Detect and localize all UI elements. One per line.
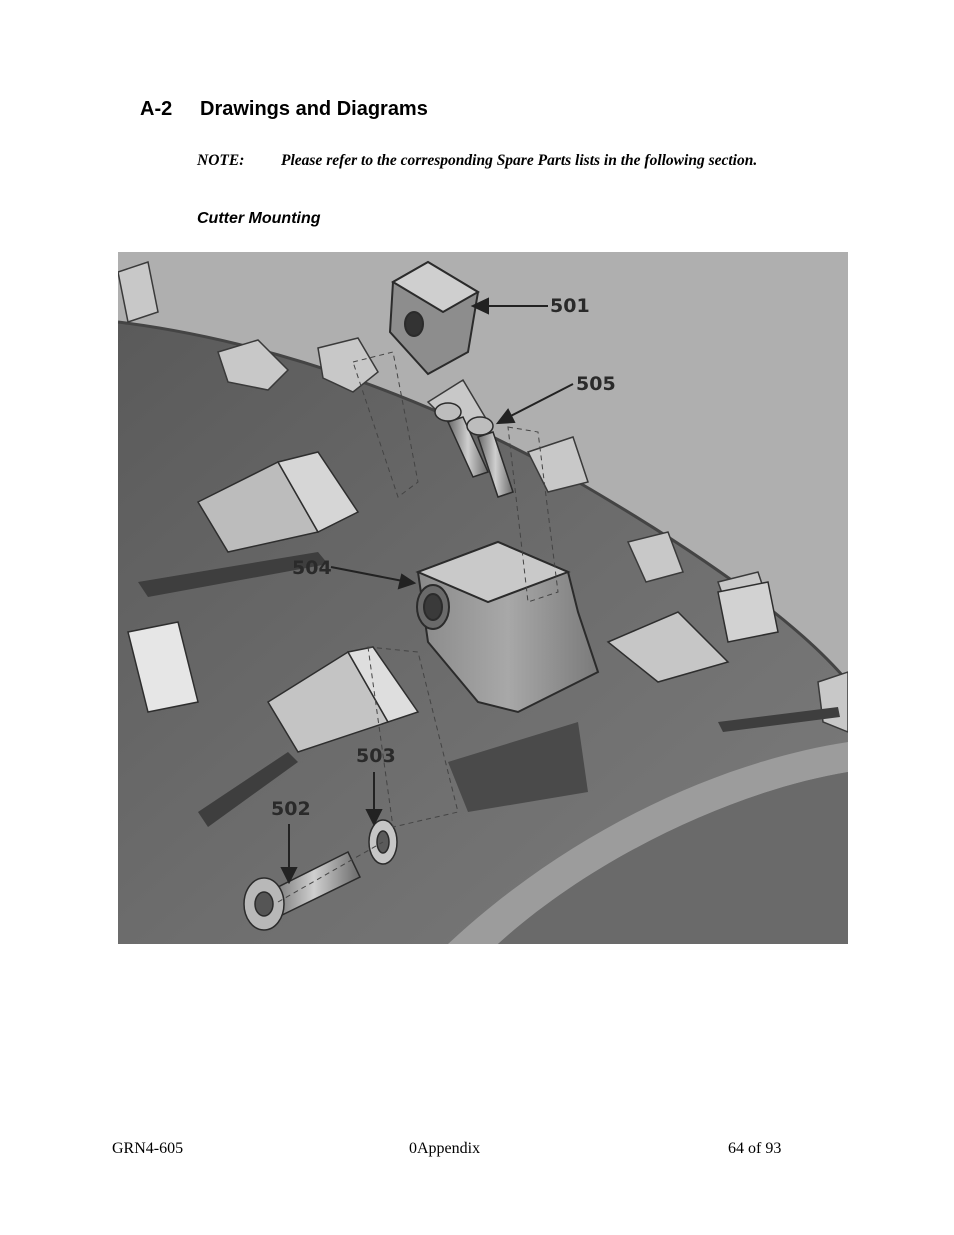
section-title: Drawings and Diagrams [200,98,428,120]
section-number: A-2 [140,98,173,120]
footer-section: 0Appendix [409,1140,481,1157]
figure-heading: Cutter Mounting [197,210,321,227]
callout-502: 502 [271,798,311,820]
section-heading [140,98,428,121]
cutter-mounting-diagram [118,252,848,944]
callout-501: 501 [550,295,590,317]
callout-505: 505 [576,373,616,395]
callout-503: 503 [356,745,396,767]
note-label: NOTE: [197,152,245,169]
footer-doc-id: GRN4-605 [112,1140,184,1157]
footer-page-number: 64 of 93 [728,1140,782,1157]
callout-504: 504 [292,557,332,579]
note-text: Please refer to the corresponding Spare Parts lists in the following section. [281,152,758,169]
diagram-svg [118,252,848,944]
note [197,152,757,170]
